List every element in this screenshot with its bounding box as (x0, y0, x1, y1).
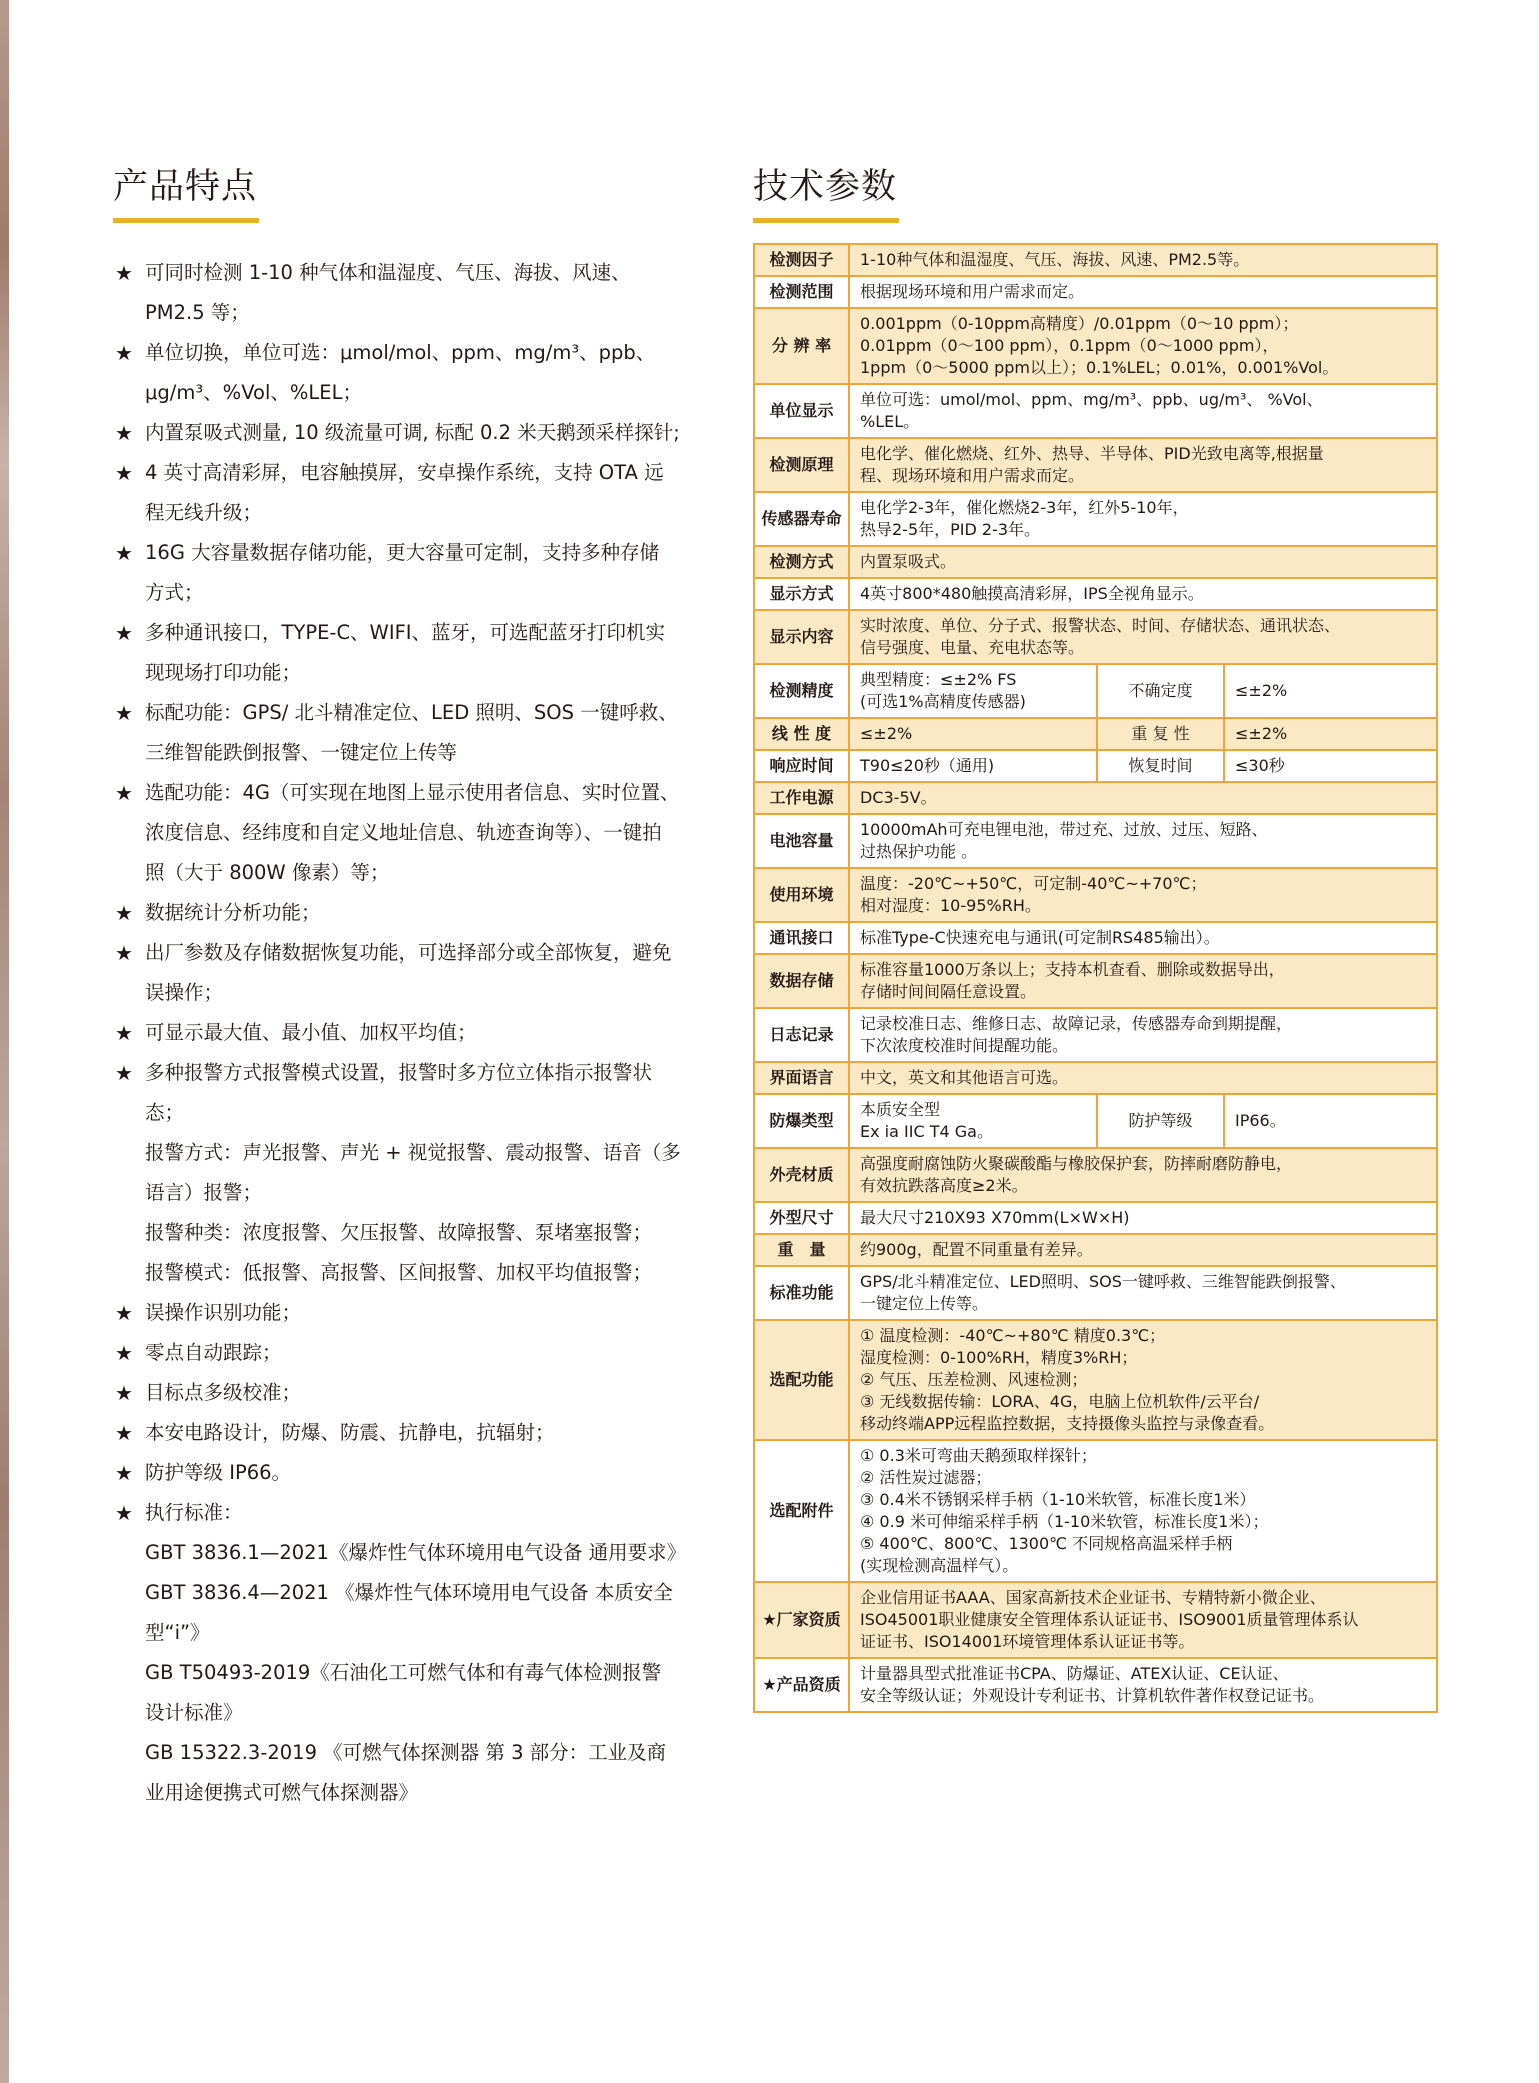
spec-key: 检测原理 (754, 438, 849, 492)
spec-key: 检测范围 (754, 276, 849, 308)
spec-row-split (754, 750, 1437, 782)
spec-row (754, 384, 1437, 438)
spec-value (849, 814, 1437, 868)
feature-text-line: 报警种类：浓度报警、欠压报警、故障报警、泵堵塞报警； (145, 1221, 653, 1244)
spec-value (849, 1202, 1437, 1234)
spec-value: IP66。 (1224, 1094, 1437, 1148)
spec-value-line: 湿度检测：0-100%RH，精度3%RH； (860, 1348, 1138, 1367)
star-icon: ★ (115, 1461, 133, 1485)
spec-value-line: 记录校准日志、维修日志、故障记录，传感器寿命到期提醒， (860, 1014, 1293, 1033)
star-icon: ★ (115, 1301, 133, 1325)
feature-item (113, 533, 713, 613)
spec-key: 线 性 度 (754, 718, 849, 750)
feature-item (113, 613, 713, 693)
feature-text-line: μg/m³、%Vol、%LEL； (145, 381, 362, 404)
spec-row (754, 244, 1437, 276)
feature-text-line: 16G 大容量数据存储功能，更大容量可定制，支持多种存储 (145, 541, 660, 564)
spec-key: ★厂家资质 (754, 1582, 849, 1658)
spec-value (849, 868, 1437, 922)
spec-value-line: ② 活性炭过滤器； (860, 1468, 992, 1487)
spec-row (754, 438, 1437, 492)
spec-value-line: 安全等级认证；外观设计专利证书、计算机软件著作权登记证书。 (860, 1686, 1325, 1705)
spec-key: 外壳材质 (754, 1148, 849, 1202)
spec-value-line: 计量器具型式批准证书CPA、防爆证、ATEX认证、CE认证、 (860, 1664, 1289, 1683)
spec-value (849, 244, 1437, 276)
feature-item (113, 893, 713, 933)
spec-value-line: ≤±2% (860, 724, 913, 743)
spec-value-line: 温度：-20℃~+50℃，可定制-40℃~+70℃； (860, 874, 1207, 893)
star-icon: ★ (115, 1501, 133, 1525)
spec-value: ≤±2% (1224, 718, 1437, 750)
spec-value (849, 1320, 1437, 1440)
spec-value (849, 664, 1097, 718)
spec-value (849, 546, 1437, 578)
feature-text-line: 型“i”》 (145, 1621, 210, 1644)
spec-value-line: 1ppm（0～5000 ppm以上）；0.1%LEL；0.01%，0.001%Vol。 (860, 358, 1339, 377)
spec-row (754, 1582, 1437, 1658)
spec-value-line: 10000mAh可充电锂电池，带过充、过放、过压、短路、 (860, 820, 1268, 839)
spec-value-line: 典型精度：≤±2% FS (860, 670, 1017, 689)
feature-item (113, 773, 713, 893)
feature-text-line: 浓度信息、经纬度和自定义地址信息、轨迹查询等）、一键拍 (145, 821, 662, 844)
feature-item (113, 933, 713, 1013)
feature-item (113, 1453, 713, 1493)
star-icon: ★ (115, 1341, 133, 1365)
star-icon: ★ (115, 1061, 133, 1085)
star-icon: ★ (115, 341, 133, 365)
feature-text-line: 报警模式：低报警、高报警、区间报警、加权平均值报警； (145, 1261, 653, 1284)
spec-value-line: 中文，英文和其他语言可选。 (860, 1068, 1069, 1087)
feature-item (113, 333, 713, 413)
spec-row (754, 610, 1437, 664)
feature-text-line: 内置泵吸式测量, 10 级流量可调, 标配 0.2 米天鹅颈采样探针; (145, 421, 680, 444)
spec-value (849, 276, 1437, 308)
spec-value-line: 根据现场环境和用户需求而定。 (860, 282, 1085, 301)
spec-value-line: 电化学2-3年，催化燃烧2-3年，红外5-10年， (860, 498, 1189, 517)
spec-key: 传感器寿命 (754, 492, 849, 546)
spec-value-line: ③ 无线数据传输：LORA、4G，电脑上位机软件/云平台/ (860, 1392, 1260, 1411)
feature-text-line: 单位切换，单位可选：μmol/mol、ppm、mg/m³、ppb、 (145, 341, 656, 364)
spec-value-line: 最大尺寸210X93 X70mm(L×W×H) (860, 1208, 1130, 1227)
spec-value-line: 内置泵吸式。 (860, 552, 957, 571)
spec-value (849, 922, 1437, 954)
spec-value-line: (可选1%高精度传感器) (860, 692, 1026, 711)
standard-item (113, 1733, 713, 1813)
features-title-underline (113, 218, 259, 223)
spec-value (849, 750, 1097, 782)
spec-row-split (754, 664, 1437, 718)
spec-value-line: 一键定位上传等。 (860, 1294, 989, 1313)
feature-text-line: 多种报警方式报警模式设置，报警时多方位立体指示报警状 (145, 1061, 653, 1084)
spec-value-line: ② 气压、压差检测、风速检测； (860, 1370, 1088, 1389)
spec-value-line: 0.01ppm（0～100 ppm），0.1ppm（0～1000 ppm）， (860, 336, 1279, 355)
spec-value-line: 热导2-5年，PID 2-3年。 (860, 520, 1041, 539)
spec-key: 选配功能 (754, 1320, 849, 1440)
specs-title-underline (753, 218, 899, 223)
feature-text-line: 语言）报警； (145, 1181, 263, 1204)
spec-value-line: DC3-5V。 (860, 788, 937, 807)
feature-text-line: 可显示最大值、最小值、加权平均值； (145, 1021, 477, 1044)
spec-value (849, 1266, 1437, 1320)
spec-value-line: ① 温度检测：-40℃~+80℃ 精度0.3℃； (860, 1326, 1166, 1345)
feature-text-line: 程无线升级； (145, 501, 263, 524)
spec-key: 防爆类型 (754, 1094, 849, 1148)
star-icon: ★ (115, 701, 133, 725)
feature-text-line: 方式； (145, 581, 204, 604)
feature-text-line: 态； (145, 1101, 185, 1124)
star-icon: ★ (115, 541, 133, 565)
feature-item (113, 1373, 713, 1413)
spec-key: 不确定度 (1097, 664, 1224, 718)
spec-value-line: (实现检测高温样气）。 (860, 1556, 1019, 1575)
spec-value-line: ① 0.3米可弯曲天鹅颈取样探针； (860, 1446, 1097, 1465)
spec-value-line: 实时浓度、单位、分子式、报警状态、时间、存储状态、通讯状态、 (860, 616, 1341, 635)
star-icon: ★ (115, 421, 133, 445)
feature-item (113, 1013, 713, 1053)
feature-item (113, 1293, 713, 1333)
feature-text-line: 出厂参数及存储数据恢复功能，可选择部分或全部恢复，避免 (145, 941, 672, 964)
spec-key: ★产品资质 (754, 1658, 849, 1712)
feature-item (113, 1413, 713, 1453)
standard-item (113, 1533, 713, 1573)
spec-row-split (754, 1094, 1437, 1148)
feature-text-line: PM2.5 等； (145, 301, 250, 324)
spec-value-line: 标准Type-C快速充电与通讯(可定制RS485输出）。 (860, 928, 1220, 947)
spec-value-line: 本质安全型 (860, 1100, 941, 1119)
spec-value (849, 1094, 1097, 1148)
spec-value-line: Ex ia IIC T4 Ga。 (860, 1122, 993, 1141)
spec-value-line: 企业信用证书AAA、国家高新技术企业证书、专精特新小微企业、 (860, 1588, 1326, 1607)
feature-item (113, 1053, 713, 1133)
spec-value-line: 过热保护功能 。 (860, 842, 978, 861)
spec-value-line: 1-10种气体和温湿度、气压、海拔、风速、PM2.5等。 (860, 250, 1250, 269)
spec-value: ≤30秒 (1224, 750, 1437, 782)
features-title: 产品特点 (113, 167, 258, 207)
features-section (113, 165, 713, 1813)
feature-text-line: 标配功能：GPS/ 北斗精准定位、LED 照明、SOS 一键呼救、 (145, 701, 678, 724)
star-icon: ★ (115, 781, 133, 805)
specs-title: 技术参数 (753, 167, 898, 207)
spec-row (754, 308, 1437, 384)
alarm-detail-item (113, 1213, 713, 1253)
spec-key: 恢复时间 (1097, 750, 1224, 782)
feature-text-line: 误操作识别功能； (145, 1301, 302, 1324)
spec-table (753, 243, 1438, 1713)
star-icon: ★ (115, 1381, 133, 1405)
spec-row (754, 1234, 1437, 1266)
feature-text-line: 照（大于 800W 像素）等； (145, 861, 390, 884)
standard-item (113, 1573, 713, 1653)
spec-value-line: ③ 0.4米不锈钢采样手柄（1-10米软管，标准长度1米） (860, 1490, 1256, 1509)
feature-item (113, 453, 713, 533)
feature-text-line: 可同时检测 1-10 种气体和温湿度、气压、海拔、风速、 (145, 261, 631, 284)
spec-key: 通讯接口 (754, 922, 849, 954)
spec-value (849, 438, 1437, 492)
spec-key: 使用环境 (754, 868, 849, 922)
spec-row (754, 814, 1437, 868)
spec-value (849, 578, 1437, 610)
feature-text-line: 报警方式：声光报警、声光 + 视觉报警、震动报警、语音（多 (145, 1141, 681, 1164)
spec-value-line: 相对湿度：10-95%RH。 (860, 896, 1041, 915)
feature-text-line: 误操作； (145, 981, 224, 1004)
spec-value (849, 610, 1437, 664)
spec-value (849, 782, 1437, 814)
star-icon: ★ (115, 461, 133, 485)
standard-item (113, 1653, 713, 1733)
spec-value (849, 308, 1437, 384)
feature-text-line: 数据统计分析功能； (145, 901, 321, 924)
spec-row (754, 1266, 1437, 1320)
star-icon: ★ (115, 1421, 133, 1445)
spec-value-line: 高强度耐腐蚀防火聚碳酸酯与橡胶保护套，防摔耐磨防静电， (860, 1154, 1293, 1173)
spec-value (849, 1582, 1437, 1658)
feature-text-line: 业用途便携式可燃气体探测器》 (145, 1781, 419, 1804)
spec-row (754, 868, 1437, 922)
spec-value-line: 单位可选：umol/mol、ppm、mg/m³、ppb、ug/m³、 %Vol、 (860, 390, 1323, 409)
star-icon: ★ (115, 261, 133, 285)
spec-key: 重 量 (754, 1234, 849, 1266)
feature-text-line: 现现场打印功能； (145, 661, 302, 684)
spec-key: 外型尺寸 (754, 1202, 849, 1234)
spec-row (754, 276, 1437, 308)
spec-row (754, 1062, 1437, 1094)
feature-text-line: GB 15322.3-2019 《可燃气体探测器 第 3 部分：工业及商 (145, 1741, 667, 1764)
spec-key: 检测因子 (754, 244, 849, 276)
spec-row (754, 492, 1437, 546)
star-icon: ★ (115, 1021, 133, 1045)
alarm-detail-item (113, 1133, 713, 1213)
spec-value (849, 1658, 1437, 1712)
star-icon: ★ (115, 901, 133, 925)
spec-row (754, 782, 1437, 814)
spec-value-line: 下次浓度校准时间提醒功能。 (860, 1036, 1069, 1055)
specs-section (753, 165, 1436, 223)
feature-text-line: 零点自动跟踪； (145, 1341, 282, 1364)
feature-text-line: 三维智能跌倒报警、一键定位上传等 (145, 741, 458, 764)
features-list (113, 253, 713, 1813)
spec-value-line: 证证书、ISO14001环境管理体系认证证书等。 (860, 1632, 1195, 1651)
spec-key: 显示内容 (754, 610, 849, 664)
spec-value-line: %LEL。 (860, 412, 920, 431)
spec-value-line: ⑤ 400℃、800℃、1300℃ 不同规格高温采样手柄 (860, 1534, 1233, 1553)
feature-text-line: GBT 3836.4—2021 《爆炸性气体环境用电气设备 本质安全 (145, 1581, 673, 1604)
spec-value-line: 约900g，配置不同重量有差异。 (860, 1240, 1093, 1259)
spec-value (849, 1008, 1437, 1062)
spec-key: 显示方式 (754, 578, 849, 610)
spec-key: 检测方式 (754, 546, 849, 578)
spec-value-line: 存储时间间隔任意设置。 (860, 982, 1037, 1001)
alarm-detail-item (113, 1253, 713, 1293)
spec-row (754, 546, 1437, 578)
feature-text-line: 目标点多级校准； (145, 1381, 302, 1404)
spec-value (849, 954, 1437, 1008)
spec-key: 数据存储 (754, 954, 849, 1008)
spec-value (849, 1148, 1437, 1202)
star-icon: ★ (115, 621, 133, 645)
spec-row (754, 954, 1437, 1008)
feature-text-line: 本安电路设计，防爆、防震、抗静电，抗辐射； (145, 1421, 555, 1444)
feature-item (113, 413, 713, 453)
spec-value-line: 4英寸800*480触摸高清彩屏，IPS全视角显示。 (860, 584, 1204, 603)
feature-text-line: 选配功能：4G（可实现在地图上显示使用者信息、实时位置、 (145, 781, 680, 804)
spec-value-line: 程、现场环境和用户需求而定。 (860, 466, 1085, 485)
spec-value-line: ISO45001职业健康安全管理体系认证证书、ISO9001质量管理体系认 (860, 1610, 1359, 1629)
spec-key: 标准功能 (754, 1266, 849, 1320)
spec-value-line: T90≤20秒（通用) (860, 756, 995, 775)
star-icon: ★ (115, 941, 133, 965)
spec-value-line: 电化学、催化燃烧、红外、热导、半导体、PID光致电离等,根据量 (860, 444, 1324, 463)
spec-key: 防护等级 (1097, 1094, 1224, 1148)
spec-value (849, 1234, 1437, 1266)
spec-value-line: ④ 0.9 米可伸缩采样手柄（1-10米软管，标准长度1米）； (860, 1512, 1269, 1531)
spec-value-line: 移动终端APP远程监控数据，支持摄像头监控与录像查看。 (860, 1414, 1275, 1433)
feature-text-line: 设计标准》 (145, 1701, 243, 1724)
spec-row (754, 1658, 1437, 1712)
spec-value (849, 1062, 1437, 1094)
spec-key: 工作电源 (754, 782, 849, 814)
spec-row (754, 1148, 1437, 1202)
spec-key: 日志记录 (754, 1008, 849, 1062)
spec-value-line: 0.001ppm（0-10ppm高精度）/0.01ppm（0～10 ppm）； (860, 314, 1299, 333)
spec-value-line: 有效抗跌落高度≥2米。 (860, 1176, 1028, 1195)
feature-text-line: 多种通讯接口，TYPE-C、WIFI、蓝牙，可选配蓝牙打印机实 (145, 621, 666, 644)
spec-key: 单位显示 (754, 384, 849, 438)
feature-item (113, 693, 713, 773)
spec-value-line: GPS/北斗精准定位、LED照明、SOS一键呼救、三维智能跌倒报警、 (860, 1272, 1346, 1291)
feature-text-line: 防护等级 IP66。 (145, 1461, 292, 1484)
feature-text-line: GB T50493-2019《石油化工可燃气体和有毒气体检测报警 (145, 1661, 662, 1684)
spec-row (754, 1440, 1437, 1582)
spec-value (849, 492, 1437, 546)
spec-key: 响应时间 (754, 750, 849, 782)
spec-row (754, 1008, 1437, 1062)
feature-text-line: 4 英寸高清彩屏，电容触摸屏，安卓操作系统，支持 OTA 远 (145, 461, 664, 484)
spec-value (849, 384, 1437, 438)
spec-row (754, 578, 1437, 610)
spec-row-split (754, 718, 1437, 750)
page-edge-strip (0, 0, 9, 2083)
spec-value-line: 标准容量1000万条以上；支持本机查看、删除或数据导出， (860, 960, 1285, 979)
spec-row (754, 1320, 1437, 1440)
feature-text-line: GBT 3836.1—2021《爆炸性气体环境用电气设备 通用要求》 (145, 1541, 687, 1564)
spec-key: 选配附件 (754, 1440, 849, 1582)
spec-key: 分 辨 率 (754, 308, 849, 384)
spec-value-line: 信号强度、电量、充电状态等。 (860, 638, 1085, 657)
feature-item (113, 1493, 713, 1533)
feature-item (113, 1333, 713, 1373)
spec-value (849, 718, 1097, 750)
spec-key: 电池容量 (754, 814, 849, 868)
spec-key: 检测精度 (754, 664, 849, 718)
spec-key: 重 复 性 (1097, 718, 1224, 750)
spec-row (754, 1202, 1437, 1234)
feature-text-line: 执行标准： (145, 1501, 243, 1524)
spec-row (754, 922, 1437, 954)
spec-value (849, 1440, 1437, 1582)
feature-item (113, 253, 713, 333)
spec-value: ≤±2% (1224, 664, 1437, 718)
spec-key: 界面语言 (754, 1062, 849, 1094)
